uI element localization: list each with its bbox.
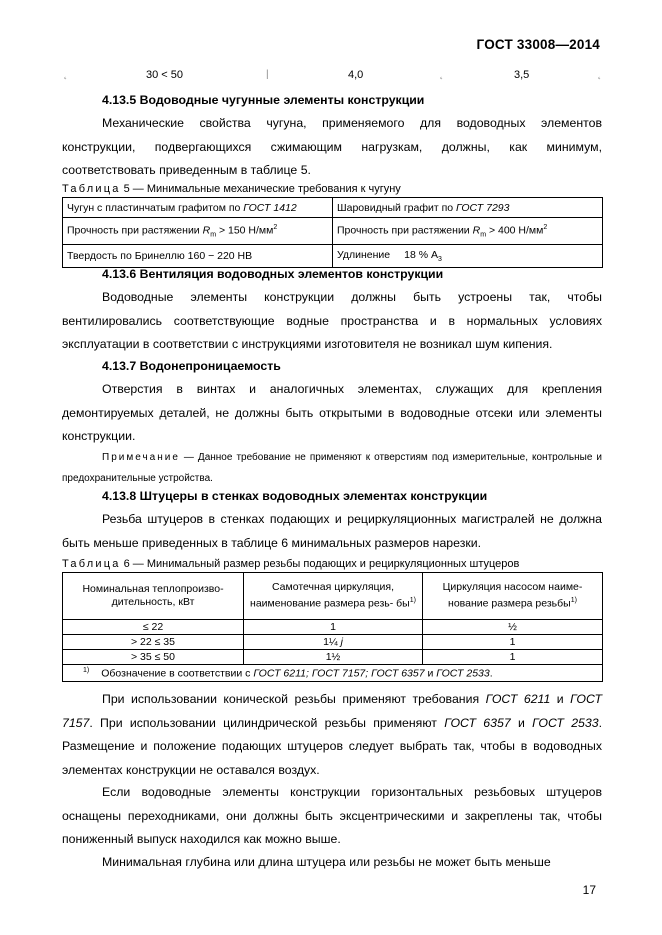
table-cell: 1¼ j bbox=[244, 635, 423, 650]
table-cell: > 22 ≤ 35 bbox=[63, 635, 244, 650]
caption-word: Таблица bbox=[62, 183, 121, 195]
heading-4-13-5: 4.13.5 Водоводные чугунные элементы конструкции bbox=[102, 93, 425, 107]
table-header-row bbox=[63, 573, 603, 620]
standard-header: ГОСТ 33008—2014 bbox=[476, 37, 600, 52]
table-cell: 1 bbox=[423, 635, 603, 650]
table-cell: ½ bbox=[423, 620, 603, 635]
table-5-caption bbox=[62, 183, 401, 195]
caption-text: 5 — Минимальные механические требования к чугуну bbox=[120, 183, 401, 195]
table-6 bbox=[62, 572, 603, 682]
table-cell: 1 bbox=[244, 620, 423, 635]
caption-word: Таблица bbox=[62, 558, 121, 570]
column-rule-1: | bbox=[266, 69, 269, 80]
heading-4-13-7: 4.13.7 Водонепроницаемость bbox=[102, 359, 281, 373]
cell-mark: j bbox=[340, 636, 343, 648]
table-row bbox=[63, 245, 603, 268]
paragraph-4-13-6: Водоводные элементы конструкции должны быть устроены так, чтобы вентилировались соответствующие водные пространства и в нормальных условиях эксплуатации в соответствии с инструкциями изготовителя не возникал шум кипения. bbox=[62, 290, 602, 351]
paragraph-4-13-7: Отверстия в винтах и аналогичных элементах, служащих для крепления демонтируемых деталей, не должны быть открытыми в водоводные отсеки или элементы конструкции. bbox=[62, 382, 602, 443]
row-mark-right: ˛ bbox=[598, 69, 602, 80]
previous-table-fragment bbox=[62, 66, 602, 88]
paragraph-conic-thread: При использовании конической резьбы применяют требования ГОСТ 6211 и ГОСТ 7157. При использовании цилиндрической резьбы применяют ГОСТ 6357 и ГОСТ 2533. Размещение и положение подающих штуцеров следует выбрать так, чтобы в водоводных элементах конструкции не оставался воздух. bbox=[62, 692, 602, 777]
table-cell: Прочность при растяжении $R_m > 150$ $Н/мм^2$ bbox=[63, 218, 333, 245]
table-row bbox=[63, 198, 603, 218]
table-6-caption bbox=[62, 558, 519, 570]
column-rule-2: ˛ bbox=[440, 69, 444, 80]
table-cell: Чугун с пластинчатым графитом по ГОСТ 1412 bbox=[63, 198, 333, 218]
row-mark-left: ˛ bbox=[64, 69, 68, 80]
table-cell: 1 bbox=[423, 650, 603, 665]
table-cell: Удлинение 18 % $А_3$ bbox=[333, 245, 603, 268]
fragment-cell-1: 30 < 50 bbox=[146, 69, 184, 81]
column-header: Номинальная теплопроизво- дительность, кВт bbox=[63, 573, 244, 620]
table-cell: Твердость по Бринеллю 160 − 220 НВ bbox=[63, 245, 333, 268]
fragment-cell-3: 3,5 bbox=[514, 69, 530, 81]
table-row bbox=[63, 620, 603, 635]
table-cell: Шаровидный графит по ГОСТ 7293 bbox=[333, 198, 603, 218]
note-4-13-7 bbox=[62, 447, 602, 489]
paragraph-horizontal-fittings: Если водоводные элементы конструкции горизонтальных резьбовых штуцеров оснащены переходниками, они должны быть эксцентрическими и закреплены так, чтобы пониженный выпуск находился как можно выше. bbox=[62, 785, 602, 846]
table-cell: 1½ bbox=[244, 650, 423, 665]
table-footnote-row bbox=[63, 665, 603, 682]
column-header: Циркуляция насосом наиме- нование размера резьбы$^{1)}$ bbox=[423, 573, 603, 620]
table-row bbox=[63, 650, 603, 665]
note-word: Примечание bbox=[102, 452, 180, 463]
table-cell: ≤ 22 bbox=[63, 620, 244, 635]
column-header: Самотечная циркуляция, наименование размера резь- $бы^{1)}$ bbox=[244, 573, 423, 620]
fragment-cell-2: 4,0 bbox=[348, 69, 364, 81]
heading-4-13-8: 4.13.8 Штуцеры в стенках водоводных элементах конструкции bbox=[102, 489, 488, 503]
page-number: 17 bbox=[582, 883, 596, 897]
paragraph-4-13-8: Резьба штуцеров в стенках подающих и рециркуляционных магистралей не должна быть меньше приведенных в таблице 6 минимальных размеров нарезки. bbox=[62, 512, 602, 550]
note-text: — Данное требование не применяют к отверстиям под измерительные, контрольные и предохранительные устройства. bbox=[62, 452, 602, 484]
paragraph-minimum-depth: Минимальная глубина или длина штуцера или резьбы не может быть меньше bbox=[102, 855, 551, 869]
paragraph-4-13-5: Механические свойства чугуна, применяемого для водоводных элементов конструкции, подвергающихся сжимающим нагрузкам, должны, как минимум, соответствовать приведенным в таблице 5. bbox=[62, 116, 602, 177]
table-cell: Прочность при растяжении $R_m > 400$ $Н/мм^2$ bbox=[333, 218, 603, 245]
heading-4-13-6: 4.13.6 Вентиляция водоводных элементов конструкции bbox=[102, 267, 444, 281]
caption-text: 6 — Минимальный размер резьбы подающих и рециркуляционных штуцеров bbox=[120, 558, 520, 570]
table-cell: > 35 ≤ 50 bbox=[63, 650, 244, 665]
table-row bbox=[63, 635, 603, 650]
table-5 bbox=[62, 197, 603, 268]
table-row bbox=[63, 218, 603, 245]
table-footnote: $^{1)}$ Обозначение в соответствии с ГОСТ 6211; ГОСТ 7157; ГОСТ 6357 и ГОСТ 2533. bbox=[63, 665, 603, 682]
